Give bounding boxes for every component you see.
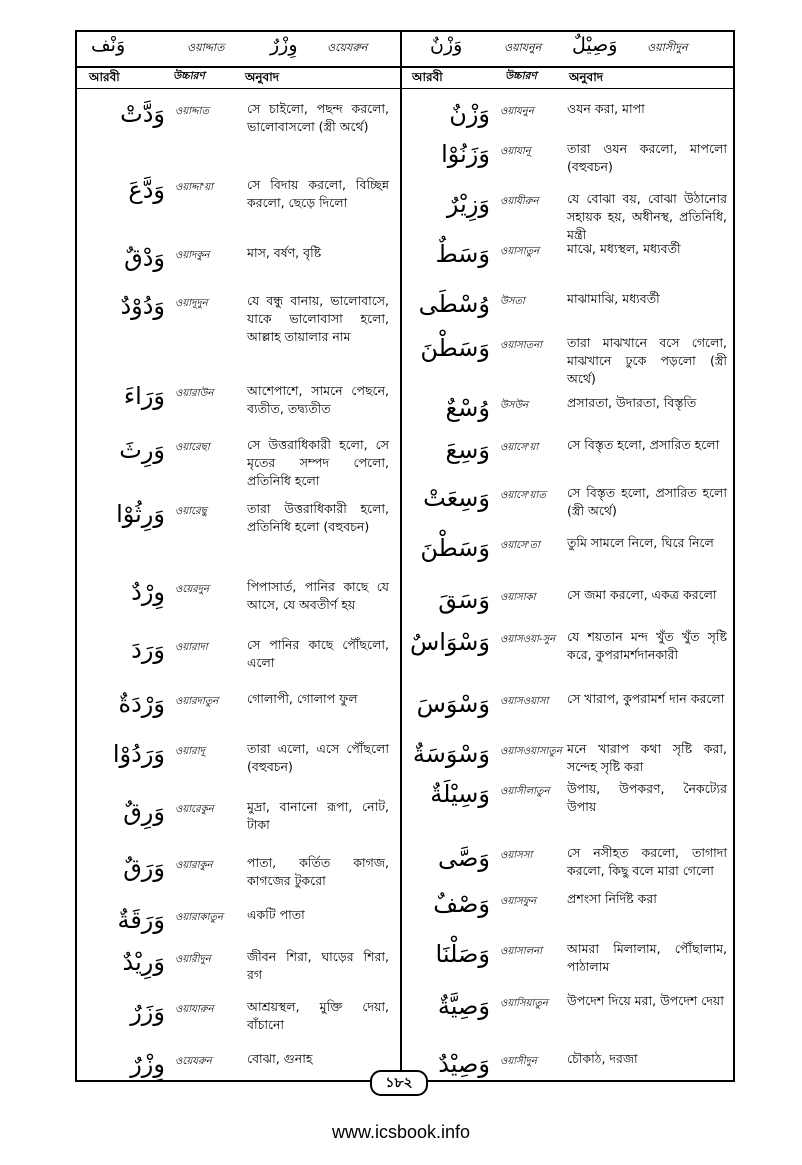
- right-pronunciation: ওয়াসে'য়াত: [500, 490, 546, 501]
- right-arabic-word: وَسِيْلَةٌ: [430, 780, 490, 808]
- left-meaning: তারা এলো, এসে পৌঁছলো (বহুবচন): [247, 741, 389, 774]
- right-arabic-word: وَصِيْدٌ: [438, 1050, 490, 1078]
- left-meaning: সে উত্তরাধিকারী হলো, সে মৃতের সম্পদ পেলো, প্রতিনিধি হলো: [247, 437, 389, 488]
- right-pronunciation: ওয়াসাতনা: [500, 340, 543, 351]
- right-pronunciation: ওয়াসিয়াতুন: [500, 998, 548, 1009]
- right-meaning: সে বিস্তৃত হলো, প্রসারিত হলো: [567, 437, 720, 452]
- left-meaning: বোঝা, গুনাহ: [247, 1051, 313, 1066]
- left-arabic-word: وَرِيْدٌ: [122, 948, 165, 976]
- column-headers: [77, 66, 733, 89]
- right-meaning: মনে খারাপ কথা সৃষ্টি করা, সন্দেহ সৃষ্টি করা: [567, 741, 727, 774]
- right-arabic-word: وَزِيْرٌ: [446, 190, 490, 218]
- right-pronunciation: ওয়াসে'য়া: [500, 442, 539, 453]
- left-arabic-word: وَرَاءَ: [123, 382, 165, 410]
- right-arabic-word: وَسَقَ: [438, 586, 490, 614]
- right-pronunciation: ওয়াসে'তা: [500, 540, 540, 551]
- page-header: [77, 32, 733, 68]
- left-meaning: মাস, বর্ষণ, বৃষ্টি: [247, 245, 322, 260]
- right-arabic-word: وَسْوَسَ: [416, 690, 490, 718]
- right-meaning: সে জমা করলো, একত্র করলো: [567, 587, 717, 602]
- left-arabic-word: وَدُوْدٌ: [120, 292, 165, 320]
- right-pronunciation: ওয়াসাকা: [500, 592, 536, 603]
- col-arabic-right: আরবী: [412, 70, 443, 84]
- left-arabic-word: وَرِثُوْا: [116, 500, 165, 528]
- footer-url[interactable]: www.icsbook.info: [331, 1122, 471, 1142]
- right-meaning: মাঝামাঝি, মধ্যবর্তী: [567, 291, 660, 306]
- left-pronunciation: ওয়ারাকাতুন: [175, 912, 223, 923]
- right-meaning: সে খারাপ, কুপরামর্শ দান করলো: [567, 691, 725, 706]
- right-meaning: তারা ওযন করলো, মাপলো (বহুবচন): [567, 141, 727, 174]
- left-arabic-word: وَرَدَ: [131, 636, 165, 664]
- right-arabic-word: وَصَلْنَا: [435, 940, 490, 968]
- left-meaning: মুদ্রা, বানানো রূপা, নোট, টাকা: [247, 799, 389, 832]
- left-pronunciation: ওয়ারেছু: [175, 506, 207, 517]
- header-right-arabic-2: وَصِيْلٌ: [572, 34, 618, 56]
- left-meaning: তারা উত্তরাধিকারী হলো, প্রতিনিধি হলো (বহুবচন): [247, 501, 389, 534]
- left-arabic-word: وَدَّعَ: [128, 176, 165, 204]
- right-pronunciation: ওয়াযনুন: [500, 106, 534, 117]
- right-meaning: উপায়, উপকরণ, নৈকট্যের উপায়: [567, 781, 727, 814]
- right-pronunciation: ওয়াসীদুন: [500, 1056, 537, 1067]
- col-pronunciation-left: উচ্চারণ: [173, 70, 205, 82]
- header-right-pronunciation-2: ওয়াসীদুন: [647, 41, 688, 54]
- left-pronunciation: ওয়াদূদুন: [175, 298, 208, 309]
- left-pronunciation: ওয়াদকুন: [175, 250, 210, 261]
- left-arabic-word: وَرْدَةٌ: [118, 690, 165, 718]
- left-pronunciation: ওয়ারাকুন: [175, 860, 213, 871]
- right-meaning: প্রসারতা, উদারতা, বিস্তৃতি: [567, 395, 697, 410]
- right-arabic-word: وَسِعَتْ: [423, 484, 490, 512]
- right-pronunciation: ওয়াসওয়া-সুন: [500, 634, 556, 645]
- right-meaning: আমরা মিলালাম, পৌঁছালাম, পাঠালাম: [567, 941, 727, 974]
- left-arabic-word: وَزَرٌ: [130, 998, 165, 1026]
- page-number: ১৮২: [370, 1070, 428, 1096]
- left-meaning: পিপাসার্ত, পানির কাছে যে আসে, যে অবতীর্ণ হয়: [247, 579, 389, 612]
- right-arabic-word: وَصَّى: [438, 844, 490, 872]
- left-arabic-word: وَدْقٌ: [124, 244, 165, 272]
- right-meaning: সে নসীহত করলো, তাগাদা করলো, কিছু বলে মারা গেলো: [567, 845, 727, 878]
- right-meaning: যে বোঝা বয়, বোঝা উঠানোর সহায়ক হয়, অধীনস্থ, প্রতিনিধি, মন্ত্রী: [567, 191, 727, 242]
- right-pronunciation: ওয়াযীরুন: [500, 196, 539, 207]
- left-pronunciation: ওয়েযরুন: [175, 1056, 212, 1067]
- right-meaning: ওযন করা, মাপা: [567, 101, 645, 116]
- left-pronunciation: ওয়ারেছা: [175, 442, 210, 453]
- right-pronunciation: ওয়াযানূ: [500, 146, 531, 157]
- header-right-pronunciation-1: ওয়াযনুন: [504, 41, 542, 54]
- right-arabic-word: وَسْوَسَةٌ: [412, 740, 490, 768]
- right-pronunciation: ওয়াসসা: [500, 850, 533, 861]
- right-meaning: তুমি সামলে নিলে, ঘিরে নিলে: [567, 535, 714, 550]
- right-arabic-word: وَزَنُوْا: [441, 140, 490, 168]
- left-arabic-word: وِزْرٌ: [130, 1050, 165, 1078]
- left-meaning: জীবন শিরা, ঘাড়ের শিরা, রগ: [247, 949, 389, 982]
- right-arabic-word: وَسِعَ: [445, 436, 490, 464]
- left-meaning: একটি পাতা: [247, 907, 305, 922]
- left-pronunciation: ওয়ারাদূ: [175, 746, 205, 757]
- left-pronunciation: ওয়াদ্দাত: [175, 106, 209, 117]
- header-left-pronunciation-2: ওয়েযরুন: [327, 41, 368, 54]
- left-arabic-word: وَرِثَ: [119, 436, 165, 464]
- left-meaning: সে পানির কাছে পৌঁছলো, এলো: [247, 637, 389, 670]
- left-meaning: যে বন্ধু বানায়, ভালোবাসে, যাকে ভালোবাসা হলো, আল্লাহ তায়ালার নাম: [247, 293, 389, 344]
- right-arabic-word: وُسْعٌ: [445, 394, 490, 422]
- right-pronunciation: ওয়াসাতুন: [500, 246, 540, 257]
- dictionary-table: [75, 30, 735, 1082]
- right-arabic-word: وَصْفٌ: [433, 890, 490, 918]
- right-arabic-word: وَسَطْنَ: [420, 334, 490, 362]
- left-pronunciation: ওয়াযারুন: [175, 1004, 214, 1015]
- right-pronunciation: ওয়াসীলাতুন: [500, 786, 550, 797]
- left-pronunciation: ওয়েরদুন: [175, 584, 209, 595]
- left-pronunciation: ওয়ারদাতুন: [175, 696, 219, 707]
- left-pronunciation: ওয়ারেকুন: [175, 804, 214, 815]
- header-left: [77, 32, 400, 66]
- right-arabic-word: وَسَطٌ: [435, 240, 490, 268]
- right-pronunciation: উসউন: [500, 400, 529, 411]
- right-meaning: চৌকাঠ, দরজা: [567, 1051, 638, 1066]
- left-arabic-word: وِرْدٌ: [131, 578, 165, 606]
- right-meaning: উপদেশ দিয়ে মরা, উপদেশ দেয়া: [567, 993, 724, 1008]
- left-pronunciation: ওয়ারাদা: [175, 642, 208, 653]
- right-pronunciation: ওয়াসালনা: [500, 946, 542, 957]
- col-arabic-left: আরবী: [89, 70, 120, 84]
- right-meaning: সে বিস্তৃত হলো, প্রসারিত হলো (স্ত্রী অর্থে): [567, 485, 727, 518]
- right-arabic-word: وَزْنٌ: [449, 100, 490, 128]
- col-meaning-left: অনুবাদ: [245, 70, 280, 84]
- left-meaning: সে চাইলো, পছন্দ করলো, ভালোবাসলো (স্ত্রী অর্থে): [247, 101, 389, 134]
- left-meaning: আশেপাশে, সামনে পেছনে, ব্যতীত, তদ্ব্যতীত: [247, 383, 389, 416]
- right-arabic-word: وَسْوَاسٌ: [409, 628, 490, 656]
- header-right: [402, 32, 735, 66]
- right-arabic-word: وَصِيَّةٌ: [437, 992, 490, 1020]
- right-pronunciation: ওয়াসওয়াসাতুন: [500, 746, 562, 757]
- left-pronunciation: ওয়াদ্দা'য়া: [175, 182, 213, 193]
- left-meaning: গোলাপী, গোলাপ ফুল: [247, 691, 358, 706]
- left-meaning: পাতা, কর্তিত কাগজ, কাগজের টুকরো: [247, 855, 389, 888]
- right-arabic-word: وُسْطَى: [418, 290, 490, 318]
- right-meaning: প্রশংসা নির্দিষ্ট করা: [567, 891, 657, 906]
- left-arabic-word: وَرَدُوْا: [112, 740, 165, 768]
- right-meaning: যে শয়তান মন্দ খুঁত খুঁত সৃষ্টি করে, কুপরামর্শদানকারী: [567, 629, 727, 662]
- left-pronunciation: ওয়ারীদুন: [175, 954, 211, 965]
- col-pronunciation-right: উচ্চারণ: [505, 70, 537, 82]
- right-meaning: তারা মাঝখানে বসে গেলো, মাঝখানে ঢুকে পড়লো (স্ত্রী অর্থে): [567, 335, 727, 386]
- left-arabic-word: وَرِقٌ: [123, 798, 165, 826]
- header-left-pronunciation-1: ওয়াদ্দাত: [187, 41, 225, 54]
- left-arabic-word: وَرَقَةٌ: [117, 906, 165, 934]
- left-pronunciation: ওয়ারাউন: [175, 388, 214, 399]
- right-meaning: মাঝে, মধ্যস্থল, মধ্যবর্তী: [567, 241, 681, 256]
- right-arabic-word: وَسَطْنَ: [420, 534, 490, 562]
- right-pronunciation: ওয়াসফুন: [500, 896, 537, 907]
- header-left-arabic-1: وَنْف: [91, 34, 126, 56]
- header-left-arabic-2: وِزْرٌ: [270, 34, 298, 56]
- right-pronunciation: ওয়াসওয়াসা: [500, 696, 549, 707]
- left-arabic-word: وَرَقٌ: [123, 854, 165, 882]
- left-meaning: আশ্রয়স্থল, মুক্তি দেয়া, বাঁচানো: [247, 999, 389, 1032]
- col-meaning-right: অনুবাদ: [569, 70, 604, 84]
- column-divider: [400, 32, 402, 1080]
- left-meaning: সে বিদায় করলো, বিচ্ছিন্ন করলো, ছেড়ে দিলো: [247, 177, 389, 210]
- left-arabic-word: وَدَّتْ: [120, 100, 165, 128]
- header-right-arabic-1: وَزْنٌ: [430, 34, 463, 56]
- right-pronunciation: উসতা: [500, 296, 525, 307]
